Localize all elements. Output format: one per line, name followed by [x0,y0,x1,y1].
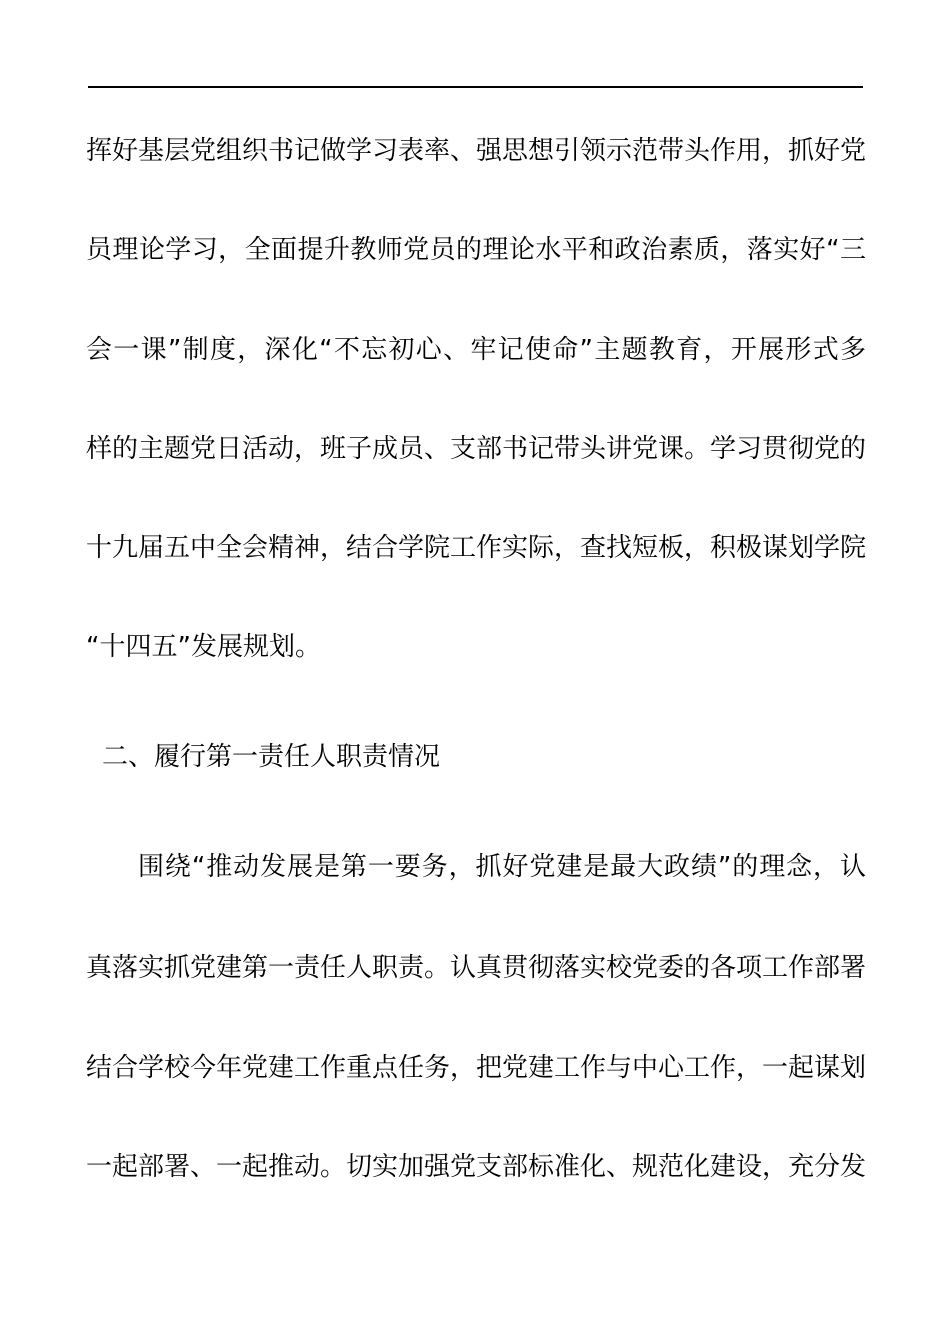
paragraph-line: 挥好基层党组织书记做学习表率、强思想引领示范带头作用，抓好党 [86,136,866,166]
paragraph-line: 样的主题党日活动，班子成员、支部书记带头讲党课。学习贯彻党的 [86,434,866,464]
header-rule [88,86,863,88]
paragraph-line: 结合学校今年党建工作重点任务，把党建工作与中心工作，一起谋划 [86,1053,866,1083]
paragraph-line: 员理论学习，全面提升教师党员的理论水平和政治素质，落实好“三 [86,235,866,265]
paragraph-line: 会一课”制度，深化“不忘初心、牢记使命”主题教育，开展形式多 [86,335,866,365]
paragraph-line: “十四五”发展规划。 [86,632,321,662]
paragraph-line: 十九届五中全会精神，结合学院工作实际，查找短板，积极谋划学院 [86,533,866,563]
section-heading: 二、履行第一责任人职责情况 [102,742,441,772]
paragraph-line: 围绕“推动发展是第一要务，抓好党建是最大政绩”的理念，认 [138,852,866,882]
paragraph-line: 一起部署、一起推动。切实加强党支部标准化、规范化建设，充分发 [86,1152,866,1182]
paragraph-line: 真落实抓党建第一责任人职责。认真贯彻落实校党委的各项工作部署 [86,953,866,983]
